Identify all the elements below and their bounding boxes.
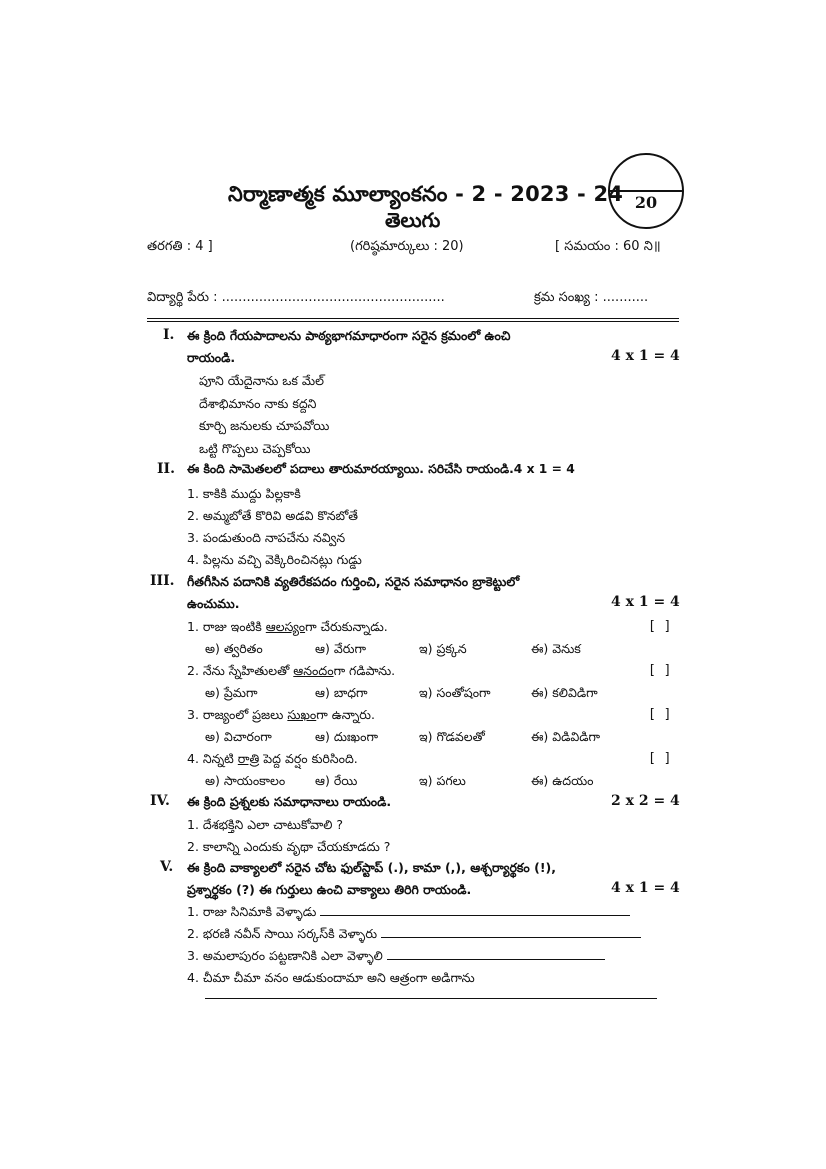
list-item bbox=[187, 904, 630, 923]
option-b: ఆ) వేరుగా bbox=[315, 641, 366, 656]
option-a: అ) విచారంగా bbox=[205, 729, 272, 744]
underlined-word: సుఖం bbox=[287, 707, 317, 722]
list-item: 2. అమ్మబోతే కొరివి అడవి కొనబోతే bbox=[187, 508, 359, 523]
sentence-text: 2. భరణి నవీన్ సాయి సర్కస్‌కి వెళ్ళారు bbox=[187, 926, 378, 941]
answer-bracket: [ ] bbox=[648, 663, 672, 678]
question-number: V. bbox=[160, 859, 174, 875]
student-name-field: విద్యార్థి పేరు : ...................................................... bbox=[147, 290, 445, 305]
list-item: పూని యేదైనాను ఒక మేల్ bbox=[199, 373, 325, 388]
option-a: అ) త్వరితం bbox=[205, 641, 263, 656]
sentence-text: 1. రాజు సినిమాకి వెళ్ళాడు bbox=[187, 904, 317, 919]
underlined-word: రాత్రి bbox=[237, 751, 260, 766]
question-number: I. bbox=[163, 327, 175, 343]
option-b: ఆ) దుఃఖంగా bbox=[315, 729, 378, 744]
list-item: 1. కాకికి ముద్దు పిల్లకాకి bbox=[187, 486, 301, 501]
question-number: II. bbox=[157, 461, 175, 477]
sub-question-text: 4. నిన్నటి bbox=[187, 751, 238, 766]
option-b: ఆ) బాధగా bbox=[315, 685, 368, 700]
roll-number-field: క్రమ సంఖ్య : ........... bbox=[534, 290, 649, 305]
sub-question-text: 1. రాజు ఇంటికి bbox=[187, 619, 266, 634]
option-a: అ) సాయంకాలం bbox=[205, 773, 286, 788]
answer-line bbox=[205, 998, 657, 999]
question-marks: 4 x 1 = 4 bbox=[611, 880, 680, 896]
answer-bracket: [ ] bbox=[648, 619, 672, 634]
sub-question bbox=[187, 663, 395, 682]
question-text: ఈ క్రింది గేయపాదాలను పాఠ్యభాగమాధారంగా సరైన క్రమంలో ఉంచి bbox=[187, 328, 511, 343]
answer-line bbox=[381, 926, 641, 938]
sub-question bbox=[187, 751, 358, 770]
question-number: IV. bbox=[150, 793, 170, 809]
question-marks: 4 x 1 = 4 bbox=[611, 594, 680, 610]
question-text: ఈ క్రింది ప్రశ్నలకు సమాధానాలు రాయండి. bbox=[187, 794, 392, 809]
question-marks: 2 x 2 = 4 bbox=[611, 793, 680, 809]
option-d: ఈ) ఉదయం bbox=[531, 773, 594, 788]
time-allowed: [ సమయం : 60 ని॥ bbox=[555, 239, 661, 254]
list-item: ఒట్టి గొప్పలు చెప్పకోయి bbox=[199, 441, 311, 456]
sub-question bbox=[187, 619, 388, 638]
sub-question-text: 3. రాజ్యంలో ప్రజలు bbox=[187, 707, 288, 722]
max-marks: (గరిష్ఠమార్కులు : 20) bbox=[350, 239, 464, 254]
question-text: ఈ కింది సామెతలలో పదాలు తారుమారయ్యాయి. సరిచేసి రాయండి.4 x 1 = 4 bbox=[187, 462, 575, 476]
question-marks: 4 x 1 = 4 bbox=[611, 348, 680, 364]
circle-divider bbox=[610, 190, 682, 192]
class-label: తరగతి : 4 ] bbox=[147, 239, 213, 254]
answer-line bbox=[387, 948, 605, 960]
list-item: దేశాభిమానం నాకు కద్దని bbox=[199, 396, 317, 411]
question-number: III. bbox=[150, 573, 175, 589]
question-text: ఉంచుము. bbox=[187, 596, 240, 611]
sentence-text: 3. అమలాపురం పట్టణానికి ఎలా వెళ్ళాలి bbox=[187, 948, 383, 963]
list-item: కూర్చి జనులకు చూపవోయి bbox=[199, 418, 330, 433]
question-text: రాయండి. bbox=[187, 350, 236, 365]
list-item bbox=[187, 926, 641, 945]
list-item: 2. కాలాన్ని ఎందుకు వృథా చేయకూడదు ? bbox=[187, 839, 391, 854]
sub-question bbox=[187, 707, 375, 726]
list-item: 1. దేశభక్తిని ఎలా చాటుకోవాలి ? bbox=[187, 817, 343, 832]
answer-bracket: [ ] bbox=[648, 707, 672, 722]
sub-question-text: 2. నేను స్నేహితులతో bbox=[187, 663, 294, 678]
underlined-word: ఆనందం bbox=[293, 663, 334, 678]
option-c: ఇ) ప్రక్కన bbox=[419, 641, 467, 656]
question-text: గీతగీసిన పదానికి వ్యతిరేకపదం గుర్తించి, సరైన సమాధానం బ్రాకెట్టులో bbox=[187, 574, 520, 589]
sub-question-text: గా గడిపాను. bbox=[333, 663, 396, 678]
total-marks-circle bbox=[608, 153, 684, 229]
list-item: 4. చీమా చీమా వనం ఆడుకుందామా అని ఆత్రంగా అడిగాను bbox=[187, 970, 475, 985]
sub-question-text: పెద్ద వర్షం కురిసింది. bbox=[259, 751, 358, 766]
answer-line bbox=[320, 904, 630, 916]
answer-bracket: [ ] bbox=[648, 751, 672, 766]
question-text: ప్రశ్నార్థకం (?) ఈ గుర్తులు ఉంచి వాక్యాలు తిరిగి రాయండి. bbox=[187, 882, 472, 897]
option-d: ఈ) కలివిడిగా bbox=[531, 685, 598, 700]
sub-question-text: గా ఉన్నారు. bbox=[316, 707, 375, 722]
page-title: నిర్మాణాత్మక మూల్యాంకనం - 2 - 2023 - 24 bbox=[228, 182, 624, 206]
option-c: ఇ) గొడవలతో bbox=[419, 729, 485, 744]
list-item: 4. పిల్లను వచ్చి వెక్కిరించినట్లు గుడ్డు bbox=[187, 552, 362, 567]
option-d: ఈ) విడివిడిగా bbox=[531, 729, 601, 744]
header-rule-top bbox=[147, 318, 679, 319]
underlined-word: ఆలస్యం bbox=[265, 619, 306, 634]
option-c: ఇ) సంతోషంగా bbox=[419, 685, 491, 700]
list-item: 3. పండుతుంది నాపచేను నవ్విన bbox=[187, 530, 346, 545]
header-rule-bottom bbox=[147, 321, 679, 322]
question-text: ఈ క్రింది వాక్యాలలో సరైన చోట ఫుల్‌స్టాప్ (.), కామా (,), ఆశ్చర్యార్థకం (!), bbox=[187, 860, 556, 875]
subject-title: తెలుగు bbox=[385, 208, 441, 232]
total-marks-value: 20 bbox=[634, 193, 658, 212]
option-d: ఈ) వెనుక bbox=[531, 641, 581, 656]
option-c: ఇ) పగలు bbox=[419, 773, 466, 788]
option-a: అ) ప్రేమగా bbox=[205, 685, 258, 700]
sub-question-text: గా చేరుకున్నాడు. bbox=[305, 619, 388, 634]
option-b: ఆ) రేయి bbox=[315, 773, 358, 788]
list-item bbox=[187, 948, 605, 967]
